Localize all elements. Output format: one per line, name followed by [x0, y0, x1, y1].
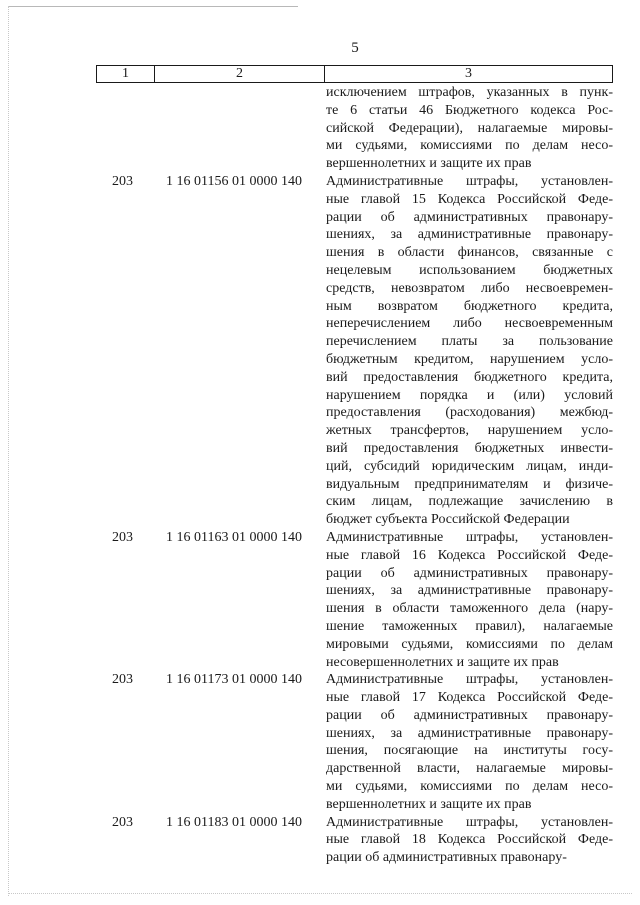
description-line: ные главой 17 Кодекса Российской Феде- [326, 690, 613, 706]
description-line: жетных трансфертов, нарушением усло- [326, 423, 613, 439]
revenue-description-cell [326, 529, 613, 671]
description-line: средств, невозвратом либо несвоевремен- [326, 280, 613, 296]
budget-classification-code-cell: 1 16 01183 01 0000 140 [166, 814, 302, 830]
description-line: ций, субсидий юридическим лицам, инди- [326, 458, 613, 474]
table-row [0, 814, 640, 867]
description-line: рации об административных правонару- [326, 850, 567, 866]
description-line: ми судьями, комиссиями по делам несо- [326, 779, 613, 795]
budget-classification-code-cell: 1 16 01156 01 0000 140 [166, 173, 302, 189]
description-line: Административные штрафы, установлен- [326, 529, 613, 545]
description-line: сийской Федерации), налагаемые мировы- [326, 120, 613, 136]
scan-bottom-edge [8, 893, 632, 894]
description-line: мировыми судьями, комиссиями по делам [326, 636, 613, 652]
description-line: перечислением платы за пользование [326, 334, 613, 350]
description-line: вершеннолетних и защите их прав [326, 796, 532, 812]
admin-code-cell: 203 [112, 672, 133, 688]
admin-code-cell: 203 [112, 529, 133, 545]
admin-code-cell: 203 [112, 814, 133, 830]
description-line: нецелевым использованием бюджетных [326, 262, 613, 278]
description-line: рации об административных правонару- [326, 707, 613, 723]
table-header [96, 65, 613, 83]
budget-classification-code-cell: 1 16 01173 01 0000 140 [166, 672, 302, 688]
description-line: бюджет субъекта Российской Федерации [326, 512, 570, 528]
description-line: ми судьями, комиссиями по делам несо- [326, 138, 613, 154]
description-line: Административные штрафы, установлен- [326, 672, 613, 688]
page-number: 5 [351, 40, 359, 56]
description-line: шениях, за административные правонару- [326, 725, 613, 741]
revenue-description-cell [326, 671, 613, 813]
column-header-1: 1 [97, 66, 155, 82]
description-line: несовершеннолетних и защите их прав [326, 654, 559, 670]
description-line: вий предоставления бюджетных инвести- [326, 440, 613, 456]
description-line: шениях, за административные правонару- [326, 227, 613, 243]
description-line: ные главой 18 Кодекса Российской Феде- [326, 832, 613, 848]
description-line: неперечислением либо несвоевременным [326, 316, 613, 332]
description-line: шения в области таможенного дела (нару- [326, 601, 613, 617]
column-header-3: 3 [465, 66, 472, 81]
table-row [0, 671, 640, 813]
budget-classification-code-cell: 1 16 01163 01 0000 140 [166, 529, 302, 545]
revenue-description-cell [326, 84, 613, 173]
description-line: шения в области финансов, связанные с [326, 245, 613, 261]
description-line: ные главой 15 Кодекса Российской Феде- [326, 191, 613, 207]
description-line: те 6 статьи 46 Бюджетного кодекса Рос- [326, 102, 613, 118]
scan-top-edge [8, 6, 298, 7]
description-line: ским лицам, подлежащие зачислению в [326, 494, 613, 510]
description-line: предоставления (расходования) межбюд- [326, 405, 613, 421]
description-line: Административные штрафы, установлен- [326, 173, 613, 189]
description-line: исключением штрафов, указанных в пунк- [326, 85, 613, 100]
table-row [0, 529, 640, 671]
description-line: Административные штрафы, установлен- [326, 814, 613, 830]
description-line: рации об административных правонару- [326, 209, 613, 225]
description-line: шение таможенных правил), налагаемые [326, 618, 613, 634]
description-line: вершеннолетних и защите их прав [326, 156, 532, 172]
description-line: шениях, за административные правонару- [326, 583, 613, 599]
table-row [0, 84, 640, 173]
admin-code-cell: 203 [112, 173, 133, 189]
table-body [0, 84, 640, 867]
description-line: видуальным предпринимателям и физиче- [326, 476, 613, 492]
revenue-description-cell [326, 814, 613, 867]
description-line: шения, посягающие на институты госу- [326, 743, 613, 759]
table-row [0, 173, 640, 529]
description-line: ным возвратом бюджетного кредита, [326, 298, 613, 314]
description-line: рации об административных правонару- [326, 565, 613, 581]
description-line: вий предоставления бюджетного кредита, [326, 369, 613, 385]
description-line: бюджетным кредитом, нарушением усло- [326, 351, 613, 367]
description-line: нарушением порядка и (или) условий [326, 387, 613, 403]
revenue-description-cell [326, 173, 613, 529]
description-line: дарственной власти, налагаемые мировы- [326, 761, 613, 777]
column-header-2: 2 [155, 66, 325, 82]
description-line: ные главой 16 Кодекса Российской Феде- [326, 547, 613, 563]
